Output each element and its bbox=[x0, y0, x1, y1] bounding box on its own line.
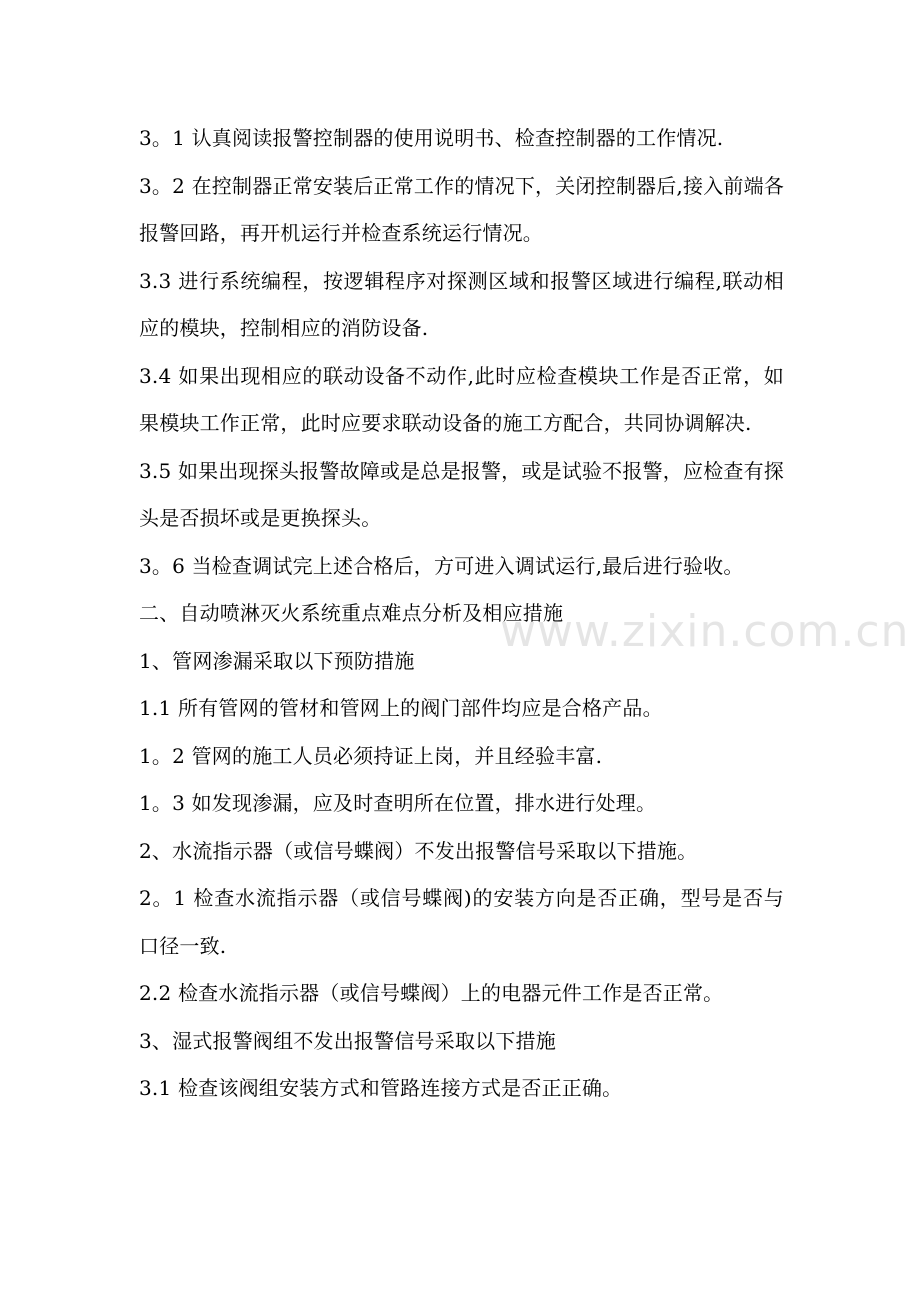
subheading-2: 2、水流指示器（或信号蝶阀）不发出报警信号采取以下措施。 bbox=[139, 838, 698, 863]
paragraph-3-1: 3。1 认真阅读报警控制器的使用说明书、检查控制器的工作情况. bbox=[139, 126, 724, 150]
subheading-1: 1、管网渗漏采取以下预防措施 bbox=[139, 648, 415, 673]
paragraph-3-6: 3。6 当检查调试完上述合格后，方可进入调试运行,最后进行验收。 bbox=[139, 553, 744, 578]
paragraph-2-1: 2。1 检查水流指示器（或信号蝶阀)的安装方向是否正确，型号是否与口径一致. bbox=[139, 886, 784, 958]
watermark: www.zixin.com.cn bbox=[500, 606, 910, 657]
paragraph-3-2: 3。2 在控制器正常安装后正常工作的情况下，关闭控制器后,接入前端各报警回路，再开机运行并检查系统运行情况。 bbox=[139, 173, 784, 245]
paragraph-1-2: 1。2 管网的施工人员必须持证上岗，并且经验丰富. bbox=[139, 743, 603, 768]
paragraph-1-3: 1。3 如发现渗漏，应及时查明所在位置，排水进行处理。 bbox=[139, 791, 657, 815]
paragraph-2-2: 2.2 检查水流指示器（或信号蝶阀）上的电器元件工作是否正常。 bbox=[139, 981, 724, 1005]
subheading-3: 3、湿式报警阀组不发出报警信号采取以下措施 bbox=[139, 1028, 556, 1053]
paragraph-3-1-b: 3.1 检查该阀组安装方式和管路连接方式是否正正确。 bbox=[139, 1076, 623, 1100]
paragraph-3-3: 3.3 进行系统编程，按逻辑程序对探测区域和报警区域进行编程,联动相应的模块，控制相应的消防设备. bbox=[139, 268, 784, 340]
paragraph-3-4: 3.4 如果出现相应的联动设备不动作,此时应检查模块工作是否正常，如果模块工作正常，此时应要求联动设备的施工方配合，共同协调解决. bbox=[139, 363, 784, 435]
section-heading-2: 二、自动喷淋灭火系统重点难点分析及相应措施 bbox=[139, 601, 564, 625]
paragraph-1-1: 1.1 所有管网的管材和管网上的阀门部件均应是合格产品。 bbox=[139, 696, 663, 720]
document-body bbox=[139, 115, 784, 1113]
paragraph-3-5: 3.5 如果出现探头报警故障或是总是报警，或是试验不报警，应检查有探头是否损坏或是更换探头。 bbox=[139, 458, 784, 530]
